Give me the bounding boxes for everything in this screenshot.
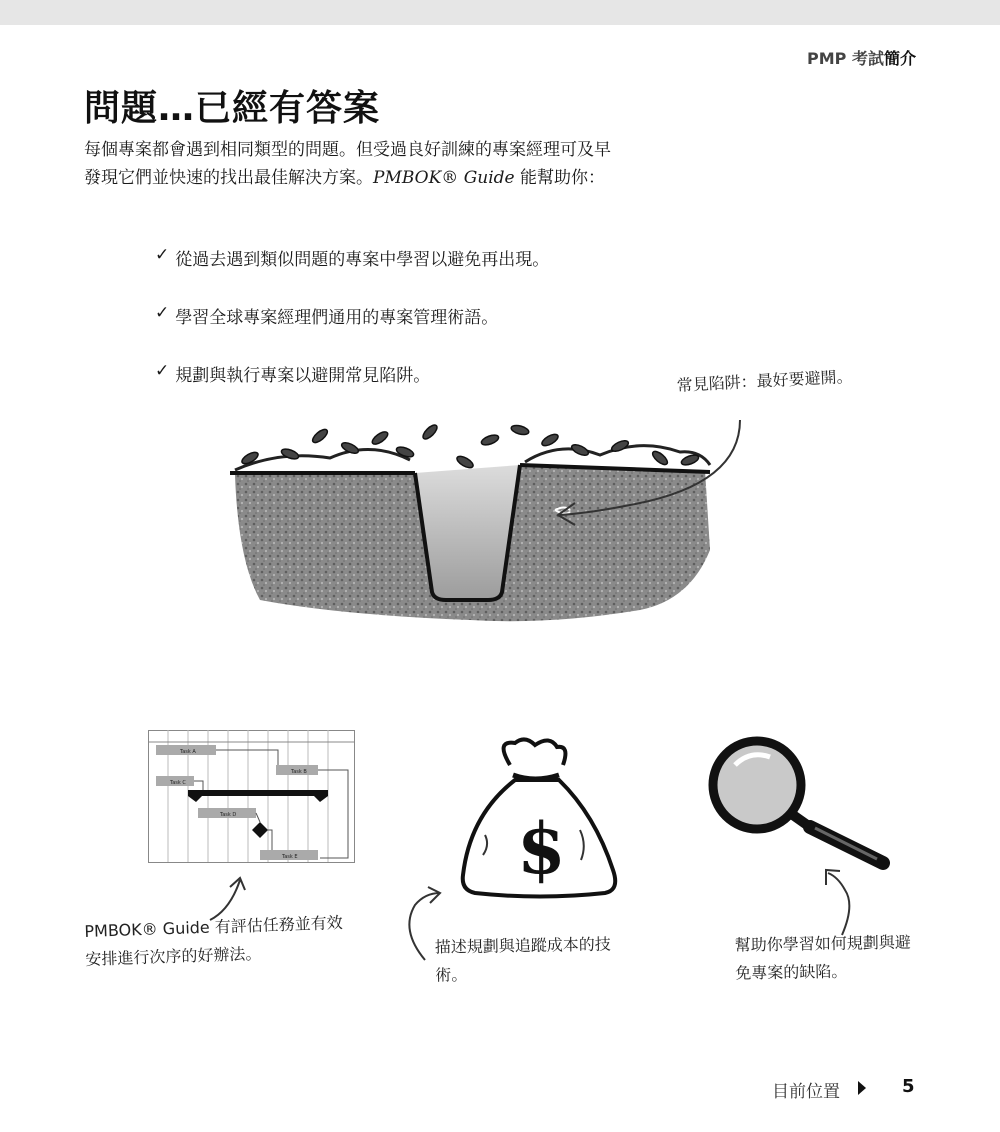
intro-paragraph xyxy=(84,136,624,192)
gantt-task-label: Task A xyxy=(180,749,196,755)
check-icon: ✓ xyxy=(155,303,170,323)
page-title: 問題…已經有答案 xyxy=(84,88,381,129)
play-triangle-icon xyxy=(858,1081,866,1095)
pit-arrow-icon xyxy=(550,415,750,535)
money-bag-icon xyxy=(455,735,625,900)
list-item-text: 從過去遇到類似問題的專案中學習以避免再出現。 xyxy=(175,250,550,270)
gantt-chart-icon xyxy=(148,730,358,865)
gantt-task-label: Task E xyxy=(282,854,298,860)
list-item xyxy=(155,245,549,303)
list-item-text: 規劃與執行專案以避開常見陷阱。 xyxy=(175,366,431,386)
list-item xyxy=(155,303,549,361)
pit-annotation: 常見陷阱：最好要避開。 xyxy=(676,366,853,395)
intro-guide-title: PMBOK® Guide xyxy=(373,168,515,188)
check-icon: ✓ xyxy=(155,245,170,265)
intro-text-after: 能幫助你： xyxy=(514,168,606,188)
pmbok-annotation-text: 有評估任務並有效安排進行次序的好辦法。 xyxy=(85,912,344,969)
pmbok-annotation xyxy=(84,909,346,974)
gantt-task-label: Task C xyxy=(170,780,186,786)
running-header-prefix: PMP 考試 xyxy=(807,49,884,68)
magnifying-glass-icon xyxy=(705,735,895,875)
pmbok-annotation-guide: PMBOK® Guide xyxy=(84,917,211,941)
gantt-task-label: Task D xyxy=(220,812,237,818)
list-item-text: 學習全球專案經理們通用的專案管理術語。 xyxy=(175,308,499,328)
top-bar xyxy=(0,0,1000,25)
running-header-strong: 簡介 xyxy=(883,49,916,68)
cost-annotation: 描述規劃與追蹤成本的技術。 xyxy=(434,934,611,985)
dollar-sign: $ xyxy=(517,807,566,890)
intro-text-before: 每個專案都會遇到相同類型的問題。但受過良好訓練的專案經理可及早發現它們並快速的找出最佳解決方案。 xyxy=(84,140,611,188)
pitfall-annotation: 幫助你學習如何規劃與避免專案的缺陷。 xyxy=(734,932,911,983)
footer-label: 目前位置 xyxy=(772,1082,840,1102)
page-number: 5 xyxy=(902,1076,915,1097)
gantt-task-label: Task B xyxy=(291,769,307,775)
check-icon: ✓ xyxy=(155,361,170,381)
running-header xyxy=(807,46,916,69)
benefit-list xyxy=(155,245,549,419)
